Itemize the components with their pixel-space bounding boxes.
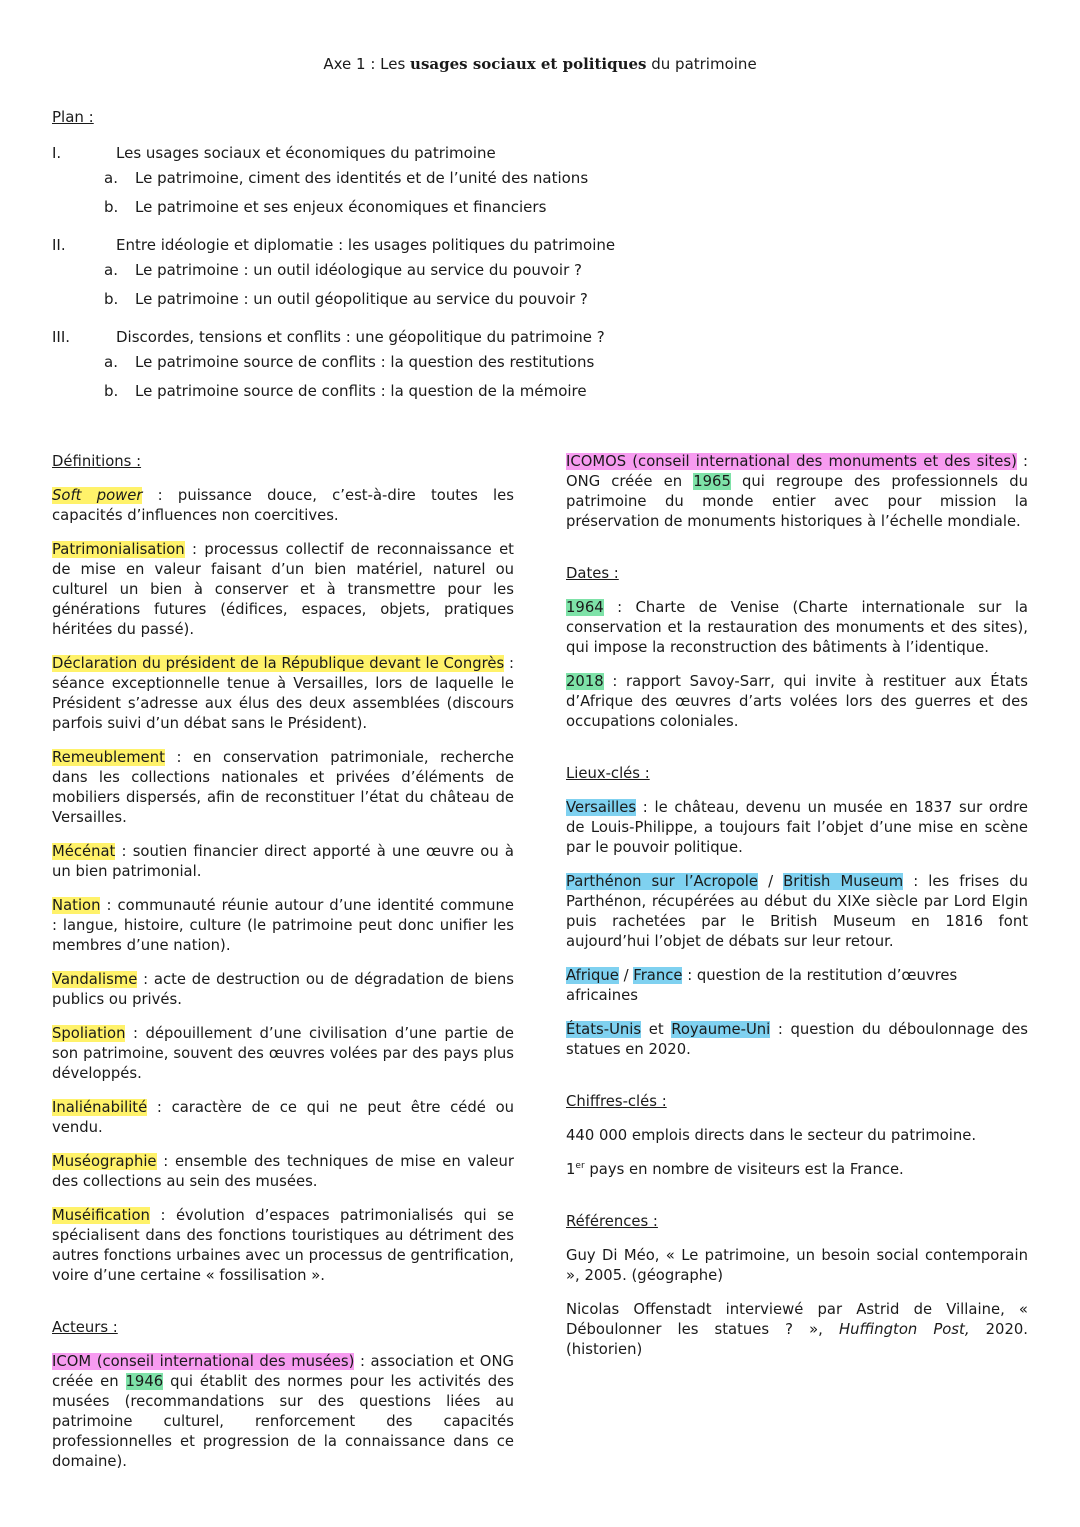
definition-item: Déclaration du président de la République devant le Congrès : séance exceptionnelle tenue à Versailles, lors de laquelle le Président s’adresse aux élus des deux assemblées (discours parfois suivi d’un débat sans le Président).: [52, 655, 514, 732]
left-column: [52, 452, 514, 1486]
plan-heading: Plan :: [52, 108, 94, 126]
definition-term: Muséification: [52, 1207, 150, 1224]
definition-item: Muséographie : ensemble des techniques de mise en valeur des collections au sein des musées.: [52, 1153, 514, 1190]
plan-title-2: II. Entre idéologie et diplomatie : les usages politiques du patrimoine: [52, 236, 616, 254]
plan-title-3: III. Discordes, tensions et conflits : une géopolitique du patrimoine ?: [52, 328, 605, 346]
definition-term: Vandalisme: [52, 971, 138, 988]
chiffres-heading: Chiffres-clés :: [566, 1093, 667, 1110]
definition-term: Inaliénabilité: [52, 1099, 148, 1116]
reference-item: Nicolas Offenstadt interviewé par Astrid de Villaine, « Déboulonner les statues ? », Huffington Post, 2020. (historien): [566, 1301, 1028, 1358]
date-item: 2018 : rapport Savoy-Sarr, qui invite à restituer aux États d’Afrique des œuvres d’arts volées lors des guerres et des occupations coloniales.: [566, 673, 1028, 730]
definition-term: Spoliation: [52, 1025, 126, 1042]
plan-sub-2b: b. Le patrimoine : un outil géopolitique au service du pouvoir ?: [104, 290, 588, 308]
definition-item: Nation : communauté réunie autour d’une identité commune : langue, histoire, culture (le patrimoine peut donc unifier les membres d’une nation).: [52, 897, 514, 954]
definition-term: Remeublement: [52, 749, 165, 766]
right-column: [566, 452, 1028, 1374]
acteur-icomos: ICOMOS (conseil international des monuments et des sites) : ONG créée en 1965 qui regroupe des professionnels du patrimoine du monde entier avec pour mission la préservation de monuments historiques à l’échelle mondiale.: [566, 453, 1028, 530]
definition-item: Soft power : puissance douce, c’est-à-dire toutes les capacités d’influences non coercitives.: [52, 487, 514, 524]
plan-sub-2a: a. Le patrimoine : un outil idéologique au service du pouvoir ?: [104, 261, 582, 279]
definition-term: Muséographie: [52, 1153, 157, 1170]
definition-item: Vandalisme : acte de destruction ou de dégradation de biens publics ou privés.: [52, 971, 514, 1008]
definition-term: Patrimonialisation: [52, 541, 185, 558]
lieu-item: Parthénon sur l’Acropole / British Museum : les frises du Parthénon, récupérées au début du XIXe siècle par Lord Elgin puis rachetées par le British Museum en 1816 font aujourd’hui l’objet de débats sur leur retour.: [566, 873, 1028, 950]
lieu-item: Versailles : le château, devenu un musée en 1837 sur ordre de Louis-Philippe, a toujours fait l’objet d’une mise en scène par le pouvoir politique.: [566, 799, 1028, 856]
definitions-heading: Définitions :: [52, 453, 142, 470]
definition-item: Remeublement : en conservation patrimoniale, recherche dans les collections nationales et privées d’éléments de mobiliers dispersés, afin de reconstituer l’état du château de Versailles.: [52, 749, 514, 826]
definition-term: Déclaration du président de la République devant le Congrès: [52, 655, 505, 672]
date-item: 1964 : Charte de Venise (Charte internationale sur la conservation et la restauration des monuments et des sites), qui impose la reconstruction des bâtiments à l’identique.: [566, 599, 1028, 656]
acteurs-heading: Acteurs :: [52, 1319, 118, 1336]
definition-item: Spoliation : dépouillement d’une civilisation d’une partie de son patrimoine, souvent des œuvres volées par des pays plus développés.: [52, 1025, 514, 1082]
dates-heading: Dates :: [566, 565, 619, 582]
definition-term: Nation: [52, 897, 101, 914]
reference-item: Guy Di Méo, « Le patrimoine, un besoin social contemporain », 2005. (géographe): [566, 1247, 1028, 1284]
plan-sub-3a: a. Le patrimoine source de conflits : la question des restitutions: [104, 353, 595, 371]
plan-title-1: I. Les usages sociaux et économiques du patrimoine: [52, 144, 496, 162]
definition-item: Mécénat : soutien financier direct apporté à une œuvre ou à un bien patrimonial.: [52, 843, 514, 880]
plan-sub-1a: a. Le patrimoine, ciment des identités et de l’unité des nations: [104, 169, 589, 187]
definition-term: Mécénat: [52, 843, 116, 860]
chiffre-item: 440 000 emplois directs dans le secteur du patrimoine.: [566, 1127, 977, 1144]
lieu-item: États-Unis et Royaume-Uni : question du déboulonnage des statues en 2020.: [566, 1021, 1029, 1058]
page-title: Axe 1 : Les usages sociaux et politiques du patrimoine: [323, 55, 757, 73]
definition-term: Soft power: [52, 487, 143, 504]
lieu-item: Afrique / France : question de la restitution d’œuvres africaines: [566, 967, 958, 1004]
plan-section: [52, 108, 752, 406]
definition-item: Patrimonialisation : processus collectif de reconnaissance et de mise en valeur faisant d’un bien matériel, naturel ou culturel un bien à conserver et à transmettre pour les générations futures (édifices, espaces, objets, pratiques héritées du passé).: [52, 541, 514, 638]
plan-sub-3b: b. Le patrimoine source de conflits : la question de la mémoire: [104, 382, 587, 400]
chiffre-item: 1er pays en nombre de visiteurs est la France.: [566, 1161, 904, 1178]
definition-item: Muséification : évolution d’espaces patrimonialisés qui se spécialisent dans des fonctions touristiques au détriment des autres fonctions urbaines avec un processus de gentrification, voire d’une certaine « fossilisation ».: [52, 1207, 514, 1284]
definition-item: Inaliénabilité : caractère de ce qui ne peut être cédé ou vendu.: [52, 1099, 514, 1136]
plan-sub-1b: b. Le patrimoine et ses enjeux économiques et financiers: [104, 198, 547, 216]
references-heading: Références :: [566, 1213, 658, 1230]
lieux-heading: Lieux-clés :: [566, 765, 650, 782]
acteur-icom: ICOM (conseil international des musées) : association et ONG créée en 1946 qui établit des normes pour les activités des musées (recommandations sur des questions liées au patrimoine culturel, renforcement des capacités professionnelles et progression de la connaissance dans ce domaine).: [52, 1353, 514, 1470]
